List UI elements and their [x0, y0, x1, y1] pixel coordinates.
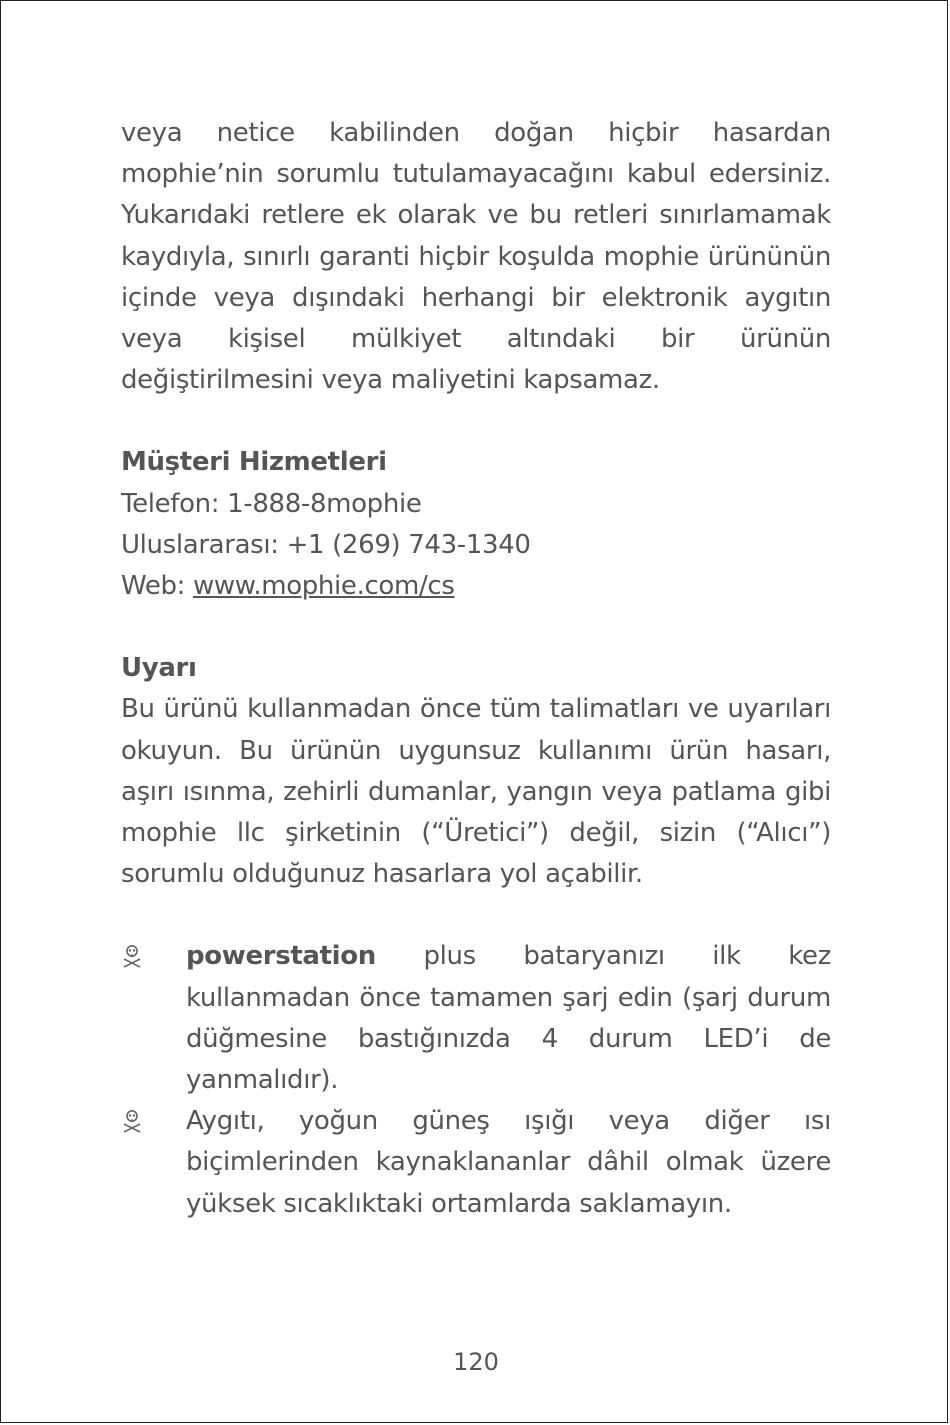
- skull-crossbones-icon: [121, 1109, 143, 1133]
- web-label: Web:: [121, 571, 186, 602]
- product-name: powerstation: [186, 941, 376, 972]
- warranty-paragraph: veya netice kabilinden doğan hiçbir hasardan mophie’nin sorumlu tutulamayacağını kabul edersiniz. Yukarıdaki retlere ek olarak ve bu retleri sınırlamamak kaydıyla, sınırlı garanti hiçbir koşulda mophie ürününün içinde veya dışındaki herhangi bir elektronik aygıtın veya kişisel mülkiyet altındaki bir ürünün değiştirilmesini veya maliyetini kapsamaz.: [121, 118, 831, 396]
- warning-bullet-list: [121, 936, 831, 1224]
- bullet-text: plus bataryanızı ilk kez kullanmadan önce tamamen şarj edin (şarj durum düğmesine bastığınızda 4 durum LED’i de yanmalıdır).: [186, 941, 831, 1096]
- page-content: [121, 113, 831, 1225]
- support-website-link[interactable]: www.mophie.com/cs: [192, 571, 455, 602]
- phone-label: Telefon:: [121, 488, 220, 519]
- international-label: Uluslararası:: [121, 529, 279, 560]
- warning-heading: Uyarı: [121, 653, 197, 684]
- warning-paragraph: Bu ürünü kullanmadan önce tüm talimatları ve uyarıları okuyun. Bu ürünün uygunsuz kullanımı ürün hasarı, aşırı ısınma, zehirli dumanlar, yangın veya patlama gibi mophie llc şirketinin (“Üretici”) değil, sizin (“Alıcı”) sorumlu olduğunuz hasarlara yol açabilir.: [121, 694, 831, 890]
- international-phone-line: [121, 525, 831, 566]
- international-number: +1 (269) 743-1340: [286, 529, 531, 560]
- customer-service-section: [121, 442, 831, 607]
- skull-crossbones-icon: [121, 944, 143, 968]
- page-number: 120: [453, 1348, 499, 1376]
- web-line: [121, 566, 831, 607]
- warning-section: [121, 648, 831, 1225]
- phone-line: [121, 484, 831, 525]
- customer-service-heading: Müşteri Hizmetleri: [121, 447, 387, 478]
- warning-bullet-item: [121, 1101, 831, 1225]
- phone-number: 1-888-8mophie: [227, 488, 422, 519]
- warning-bullet-item: [121, 936, 831, 1101]
- bullet-text: Aygıtı, yoğun güneş ışığı veya diğer ısı biçimlerinden kaynaklananlar dâhil olmak üzere yüksek sıcaklıktaki ortamlarda saklamayın.: [186, 1106, 831, 1219]
